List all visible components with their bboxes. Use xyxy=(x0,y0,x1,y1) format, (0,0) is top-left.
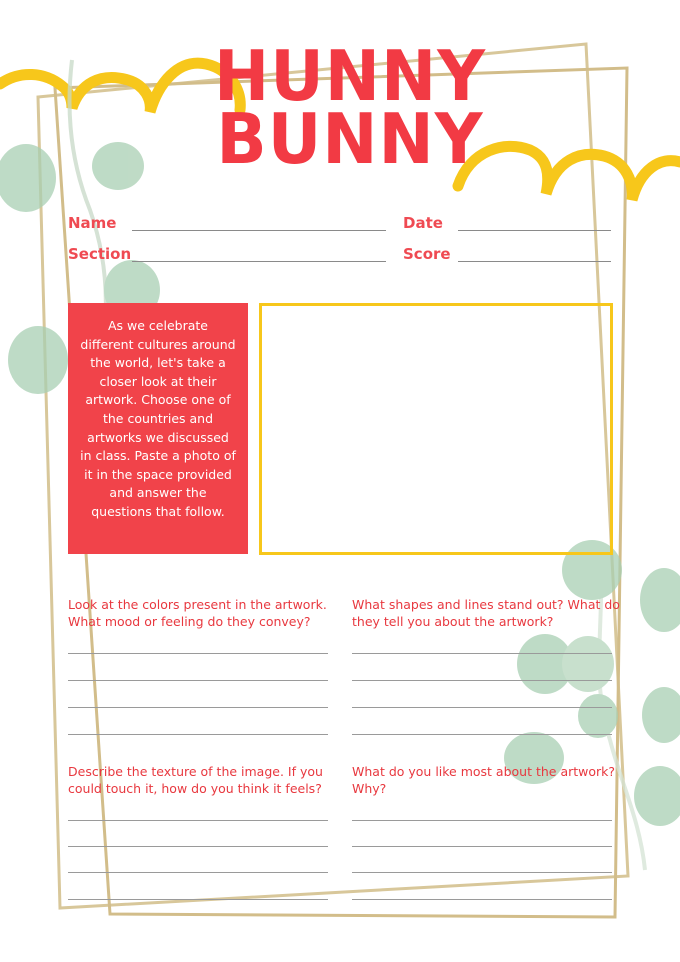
answer-line[interactable] xyxy=(352,872,612,873)
answer-line[interactable] xyxy=(68,680,328,681)
name-label: Name xyxy=(68,214,117,232)
answer-line[interactable] xyxy=(68,872,328,873)
answer-line[interactable] xyxy=(352,680,612,681)
date-field[interactable] xyxy=(458,230,611,231)
eucalyptus-leaf-icon xyxy=(642,687,680,743)
answer-line[interactable] xyxy=(68,707,328,708)
answer-line[interactable] xyxy=(352,820,612,821)
answer-line[interactable] xyxy=(68,653,328,654)
answer-line[interactable] xyxy=(352,653,612,654)
answer-line[interactable] xyxy=(352,707,612,708)
title-line-2: BUNNY xyxy=(216,99,484,180)
photo-placeholder-frame[interactable] xyxy=(259,303,613,555)
intro-text: As we celebrate different cultures around the world, let's take a closer look at their artwork. Choose one of the countries and artworks we discussed in class. Paste a photo of it in the space provided and answer the questions that follow. xyxy=(80,318,236,519)
answer-line[interactable] xyxy=(68,820,328,821)
eucalyptus-leaf-icon xyxy=(640,568,680,632)
question-texture: Describe the texture of the image. If you could touch it, how do you think it feels? xyxy=(68,764,323,796)
score-field[interactable] xyxy=(458,261,611,262)
eucalyptus-leaf-icon xyxy=(92,142,144,190)
answer-line[interactable] xyxy=(68,899,328,900)
section-label: Section xyxy=(68,245,132,263)
answer-line[interactable] xyxy=(352,734,612,735)
title-line-1: HUNNY xyxy=(213,36,487,117)
name-field[interactable] xyxy=(132,230,386,231)
eucalyptus-leaf-icon xyxy=(8,326,68,394)
section-field[interactable] xyxy=(132,261,386,262)
answer-line[interactable] xyxy=(352,899,612,900)
answer-line[interactable] xyxy=(68,734,328,735)
eucalyptus-leaf-icon xyxy=(562,636,614,692)
answer-line[interactable] xyxy=(68,846,328,847)
date-label: Date xyxy=(403,214,443,232)
eucalyptus-leaf-icon xyxy=(578,694,618,738)
eucalyptus-leaf-icon xyxy=(634,766,680,826)
question-shapes: What shapes and lines stand out? What do they tell you about the artwork? xyxy=(352,597,620,629)
eucalyptus-leaf-icon xyxy=(0,144,56,212)
question-favorite: What do you like most about the artwork? Why? xyxy=(352,764,616,796)
question-colors: Look at the colors present in the artwork. What mood or feeling do they convey? xyxy=(68,597,327,629)
answer-line[interactable] xyxy=(352,846,612,847)
score-label: Score xyxy=(403,245,451,263)
